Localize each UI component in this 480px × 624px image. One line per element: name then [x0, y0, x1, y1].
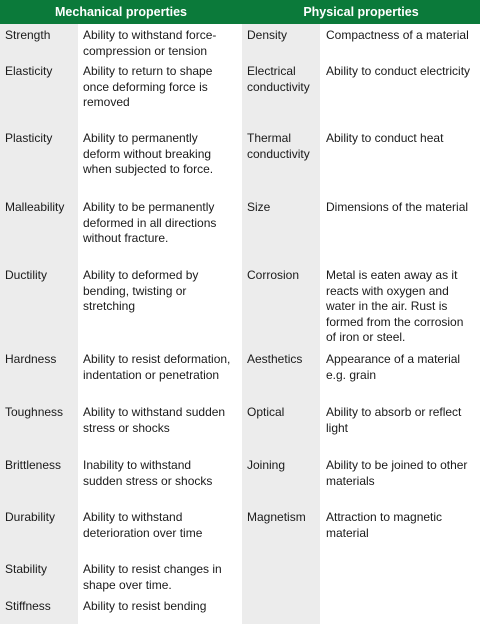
phys-property-name — [247, 405, 284, 421]
phys-property-desc — [326, 458, 467, 489]
mech-property-desc — [83, 200, 216, 247]
mech-property-desc — [83, 562, 222, 593]
phys-property-desc — [326, 510, 442, 541]
phys-property-desc-line: e.g. grain — [326, 367, 377, 382]
phys-property-name-line: Aesthetics — [247, 352, 303, 366]
mech-property-desc-line: deformed in all directions — [83, 215, 217, 230]
mech-property-desc — [83, 405, 225, 436]
phys-property-name — [247, 28, 287, 44]
phys-property-name-line: Corrosion — [247, 268, 300, 282]
phys-property-desc-line: Dimensions of the material — [326, 200, 469, 214]
phys-property-desc — [326, 268, 463, 346]
mech-property-desc — [83, 599, 206, 615]
phys-property-name — [247, 510, 306, 526]
phys-property-name — [247, 64, 310, 95]
mech-property-name: Ductility — [5, 268, 48, 282]
mech-property-name: Plasticity — [5, 131, 53, 145]
phys-property-name — [247, 352, 302, 368]
mech-property-desc — [83, 28, 216, 59]
phys-property-desc — [326, 28, 469, 44]
mech-property-desc-line: deform without breaking — [83, 146, 212, 161]
mech-name-column-bg — [0, 0, 78, 624]
mech-property-desc-line: compression or tension — [83, 43, 208, 58]
phys-property-desc-line: of iron or steel. — [326, 330, 406, 344]
mech-property-desc — [83, 510, 202, 541]
phys-property-desc-line: Ability to absorb or reflect — [326, 405, 462, 419]
mech-property-desc-line: Ability to return to shape — [83, 64, 213, 78]
mechanical-header: Mechanical properties — [0, 0, 242, 24]
mech-property-name: Stability — [5, 562, 48, 576]
mech-property-desc-line: Inability to withstand — [83, 458, 192, 472]
phys-property-desc-line: Metal is eaten away as it — [326, 268, 458, 282]
mech-property-desc-line: once deforming force is — [83, 79, 208, 94]
phys-property-desc-line: light — [326, 420, 349, 435]
mech-property-desc-line: stress or shocks — [83, 420, 170, 435]
mech-property-desc-line: Ability to resist changes in — [83, 562, 222, 576]
phys-property-desc-line: water in the air. Rust is — [326, 299, 448, 313]
phys-property-name-line: conductivity — [247, 146, 310, 161]
phys-property-desc-line: Appearance of a material — [326, 352, 461, 366]
mech-property-desc-line: Ability to deformed by — [83, 268, 199, 282]
mech-property-desc-line: Ability to withstand sudden — [83, 405, 226, 419]
mech-property-name: Stiffness — [5, 599, 51, 613]
phys-property-desc-line: Ability to conduct heat — [326, 131, 444, 145]
mech-property-desc-line: sudden stress or shocks — [83, 473, 213, 488]
mech-property-desc — [83, 268, 198, 315]
phys-property-desc-line: Attraction to magnetic — [326, 510, 443, 524]
phys-property-name — [247, 268, 299, 284]
mech-property-name: Toughness — [5, 405, 64, 419]
mech-property-name: Elasticity — [5, 64, 53, 78]
mech-property-desc — [83, 131, 213, 178]
phys-property-desc-line: formed from the corrosion — [326, 314, 464, 329]
mech-property-desc-line: without fracture. — [83, 231, 169, 245]
phys-property-desc-line: material — [326, 525, 369, 540]
mech-property-desc-line: Ability to resist bending — [83, 599, 207, 613]
phys-property-desc — [326, 352, 460, 383]
phys-property-desc-line: reacts with oxygen and — [326, 283, 449, 298]
phys-property-name-line: Joining — [247, 458, 286, 472]
phys-property-desc — [326, 131, 443, 147]
mech-property-desc-line: removed — [83, 95, 130, 109]
phys-property-desc-line: Ability to conduct electricity — [326, 64, 471, 78]
mech-property-name: Brittleness — [5, 458, 62, 472]
phys-property-name-line: Optical — [247, 405, 285, 419]
mech-property-desc-line: stretching — [83, 299, 136, 313]
phys-property-desc-line: materials — [326, 473, 375, 488]
mech-property-name: Durability — [5, 510, 56, 524]
phys-property-desc-line: Compactness of a material — [326, 28, 469, 42]
mech-property-desc-line: indentation or penetration — [83, 367, 220, 382]
phys-property-name-line: Electrical — [247, 64, 296, 78]
mech-property-desc-line: Ability to withstand — [83, 510, 183, 524]
mech-property-name: Hardness — [5, 352, 57, 366]
phys-property-name-line: Magnetism — [247, 510, 306, 524]
mech-property-desc — [83, 352, 230, 383]
mech-property-desc-line: shape over time. — [83, 577, 172, 592]
phys-property-desc — [326, 200, 468, 216]
phys-property-desc-line: Ability to be joined to other — [326, 458, 468, 472]
mech-property-desc-line: Ability to withstand force- — [83, 28, 217, 42]
phys-property-name-line: Size — [247, 200, 271, 214]
phys-property-name — [247, 131, 310, 162]
mech-property-desc-line: deterioration over time — [83, 525, 203, 540]
mech-property-desc — [83, 64, 212, 111]
mech-property-desc-line: Ability to be permanently — [83, 200, 215, 214]
mech-property-desc-line: bending, twisting or — [83, 283, 187, 298]
mech-property-desc — [83, 458, 212, 489]
phys-property-name-line: conductivity — [247, 79, 310, 94]
mech-property-name: Strength — [5, 28, 51, 42]
phys-property-name-line: Density — [247, 28, 288, 42]
physical-header: Physical properties — [242, 0, 480, 24]
phys-property-name — [247, 458, 285, 474]
mech-property-name: Malleability — [5, 200, 65, 214]
mech-property-desc-line: when subjected to force. — [83, 162, 214, 176]
mech-property-desc-line: Ability to permanently — [83, 131, 198, 145]
phys-property-name-line: Thermal — [247, 131, 292, 145]
mech-property-desc-line: Ability to resist deformation, — [83, 352, 231, 366]
phys-property-name — [247, 200, 270, 216]
phys-property-desc — [326, 64, 470, 80]
phys-property-desc — [326, 405, 461, 436]
